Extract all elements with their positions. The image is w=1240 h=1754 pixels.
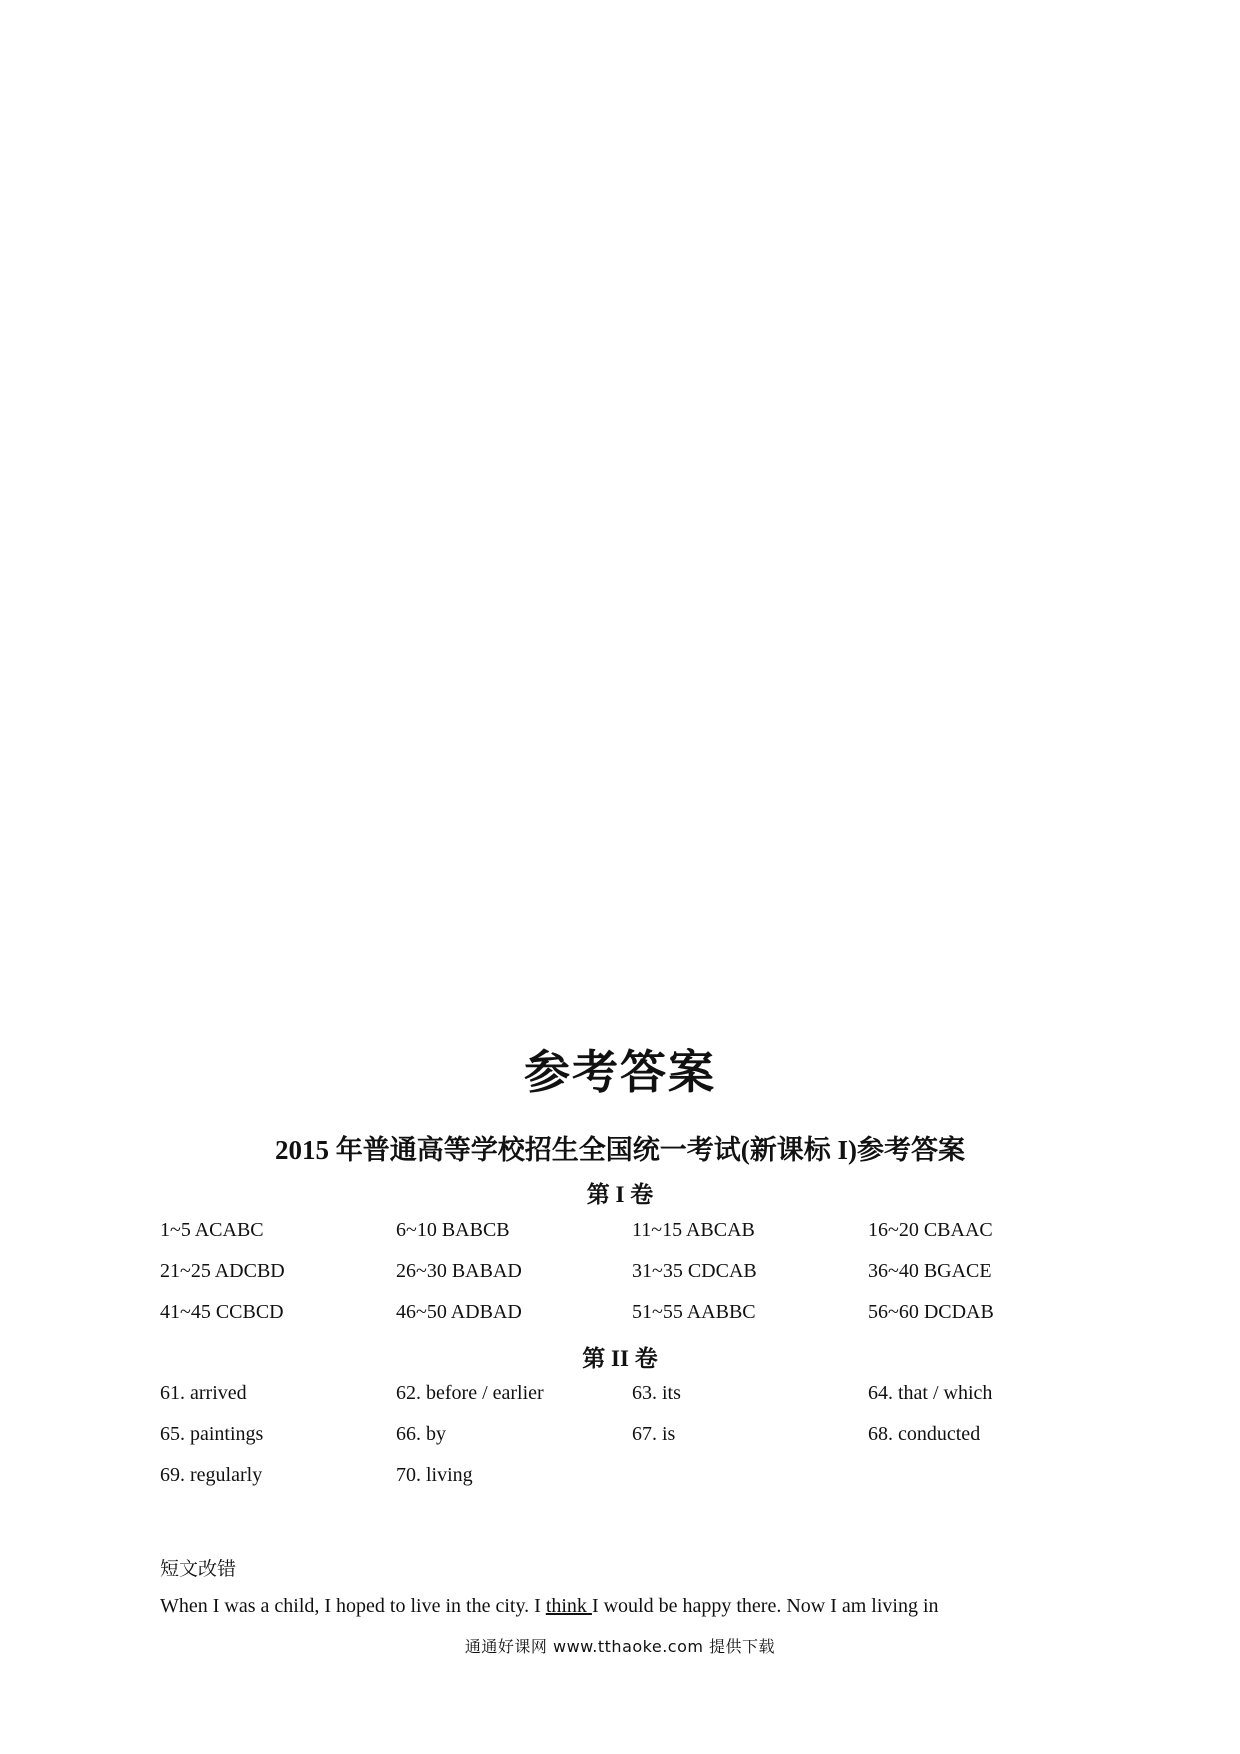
answer-item: 31~35 CDCAB (632, 1260, 757, 1282)
page-footer: 通通好课网 www.tthaoke.com 提供下载 (464, 1637, 776, 1656)
answer-item: 16~20 CBAAC (868, 1219, 993, 1241)
part2-answer-grid (160, 1381, 1104, 1504)
answer-item: 56~60 DCDAB (868, 1301, 994, 1323)
answer-item: 11~15 ABCAB (632, 1219, 755, 1241)
answer-item: 41~45 CCBCD (160, 1301, 284, 1323)
answer-item: 46~50 ADBAD (396, 1301, 522, 1323)
answer-item: 64. that / which (868, 1382, 993, 1404)
part1-answer-grid (160, 1218, 1104, 1341)
part2-heading: 第 II 卷 (582, 1346, 658, 1371)
answer-item: 62. before / earlier (396, 1382, 544, 1404)
answer-item: 1~5 ACABC (160, 1219, 264, 1241)
passage-underlined-word: think (545, 1595, 592, 1617)
correction-passage (160, 1595, 1120, 1618)
part1-heading: 第 I 卷 (586, 1182, 654, 1207)
answer-item: 26~30 BABAD (396, 1260, 522, 1282)
answer-item: 67. is (632, 1423, 676, 1445)
passage-text-after: I would be happy there. Now I am living in (591, 1595, 939, 1617)
answer-item: 70. living (396, 1464, 473, 1486)
correction-section-label: 短文改错 (160, 1558, 237, 1580)
answer-item: 61. arrived (160, 1382, 247, 1404)
answer-item: 65. paintings (160, 1423, 264, 1445)
answer-item: 6~10 BABCB (396, 1219, 510, 1241)
page-title: 参考答案 (524, 1045, 716, 1099)
answer-item: 66. by (396, 1423, 446, 1445)
answer-item: 51~55 AABBC (632, 1301, 756, 1323)
passage-text-before: When I was a child, I hoped to live in the city. I (160, 1595, 546, 1617)
exam-subtitle: 2015 年普通高等学校招生全国统一考试(新课标 I)参考答案 (275, 1135, 965, 1165)
answer-item: 36~40 BGACE (868, 1260, 992, 1282)
answer-item: 63. its (632, 1382, 681, 1404)
answer-item: 69. regularly (160, 1464, 263, 1486)
answer-item: 21~25 ADCBD (160, 1260, 285, 1282)
answer-item: 68. conducted (868, 1423, 981, 1445)
